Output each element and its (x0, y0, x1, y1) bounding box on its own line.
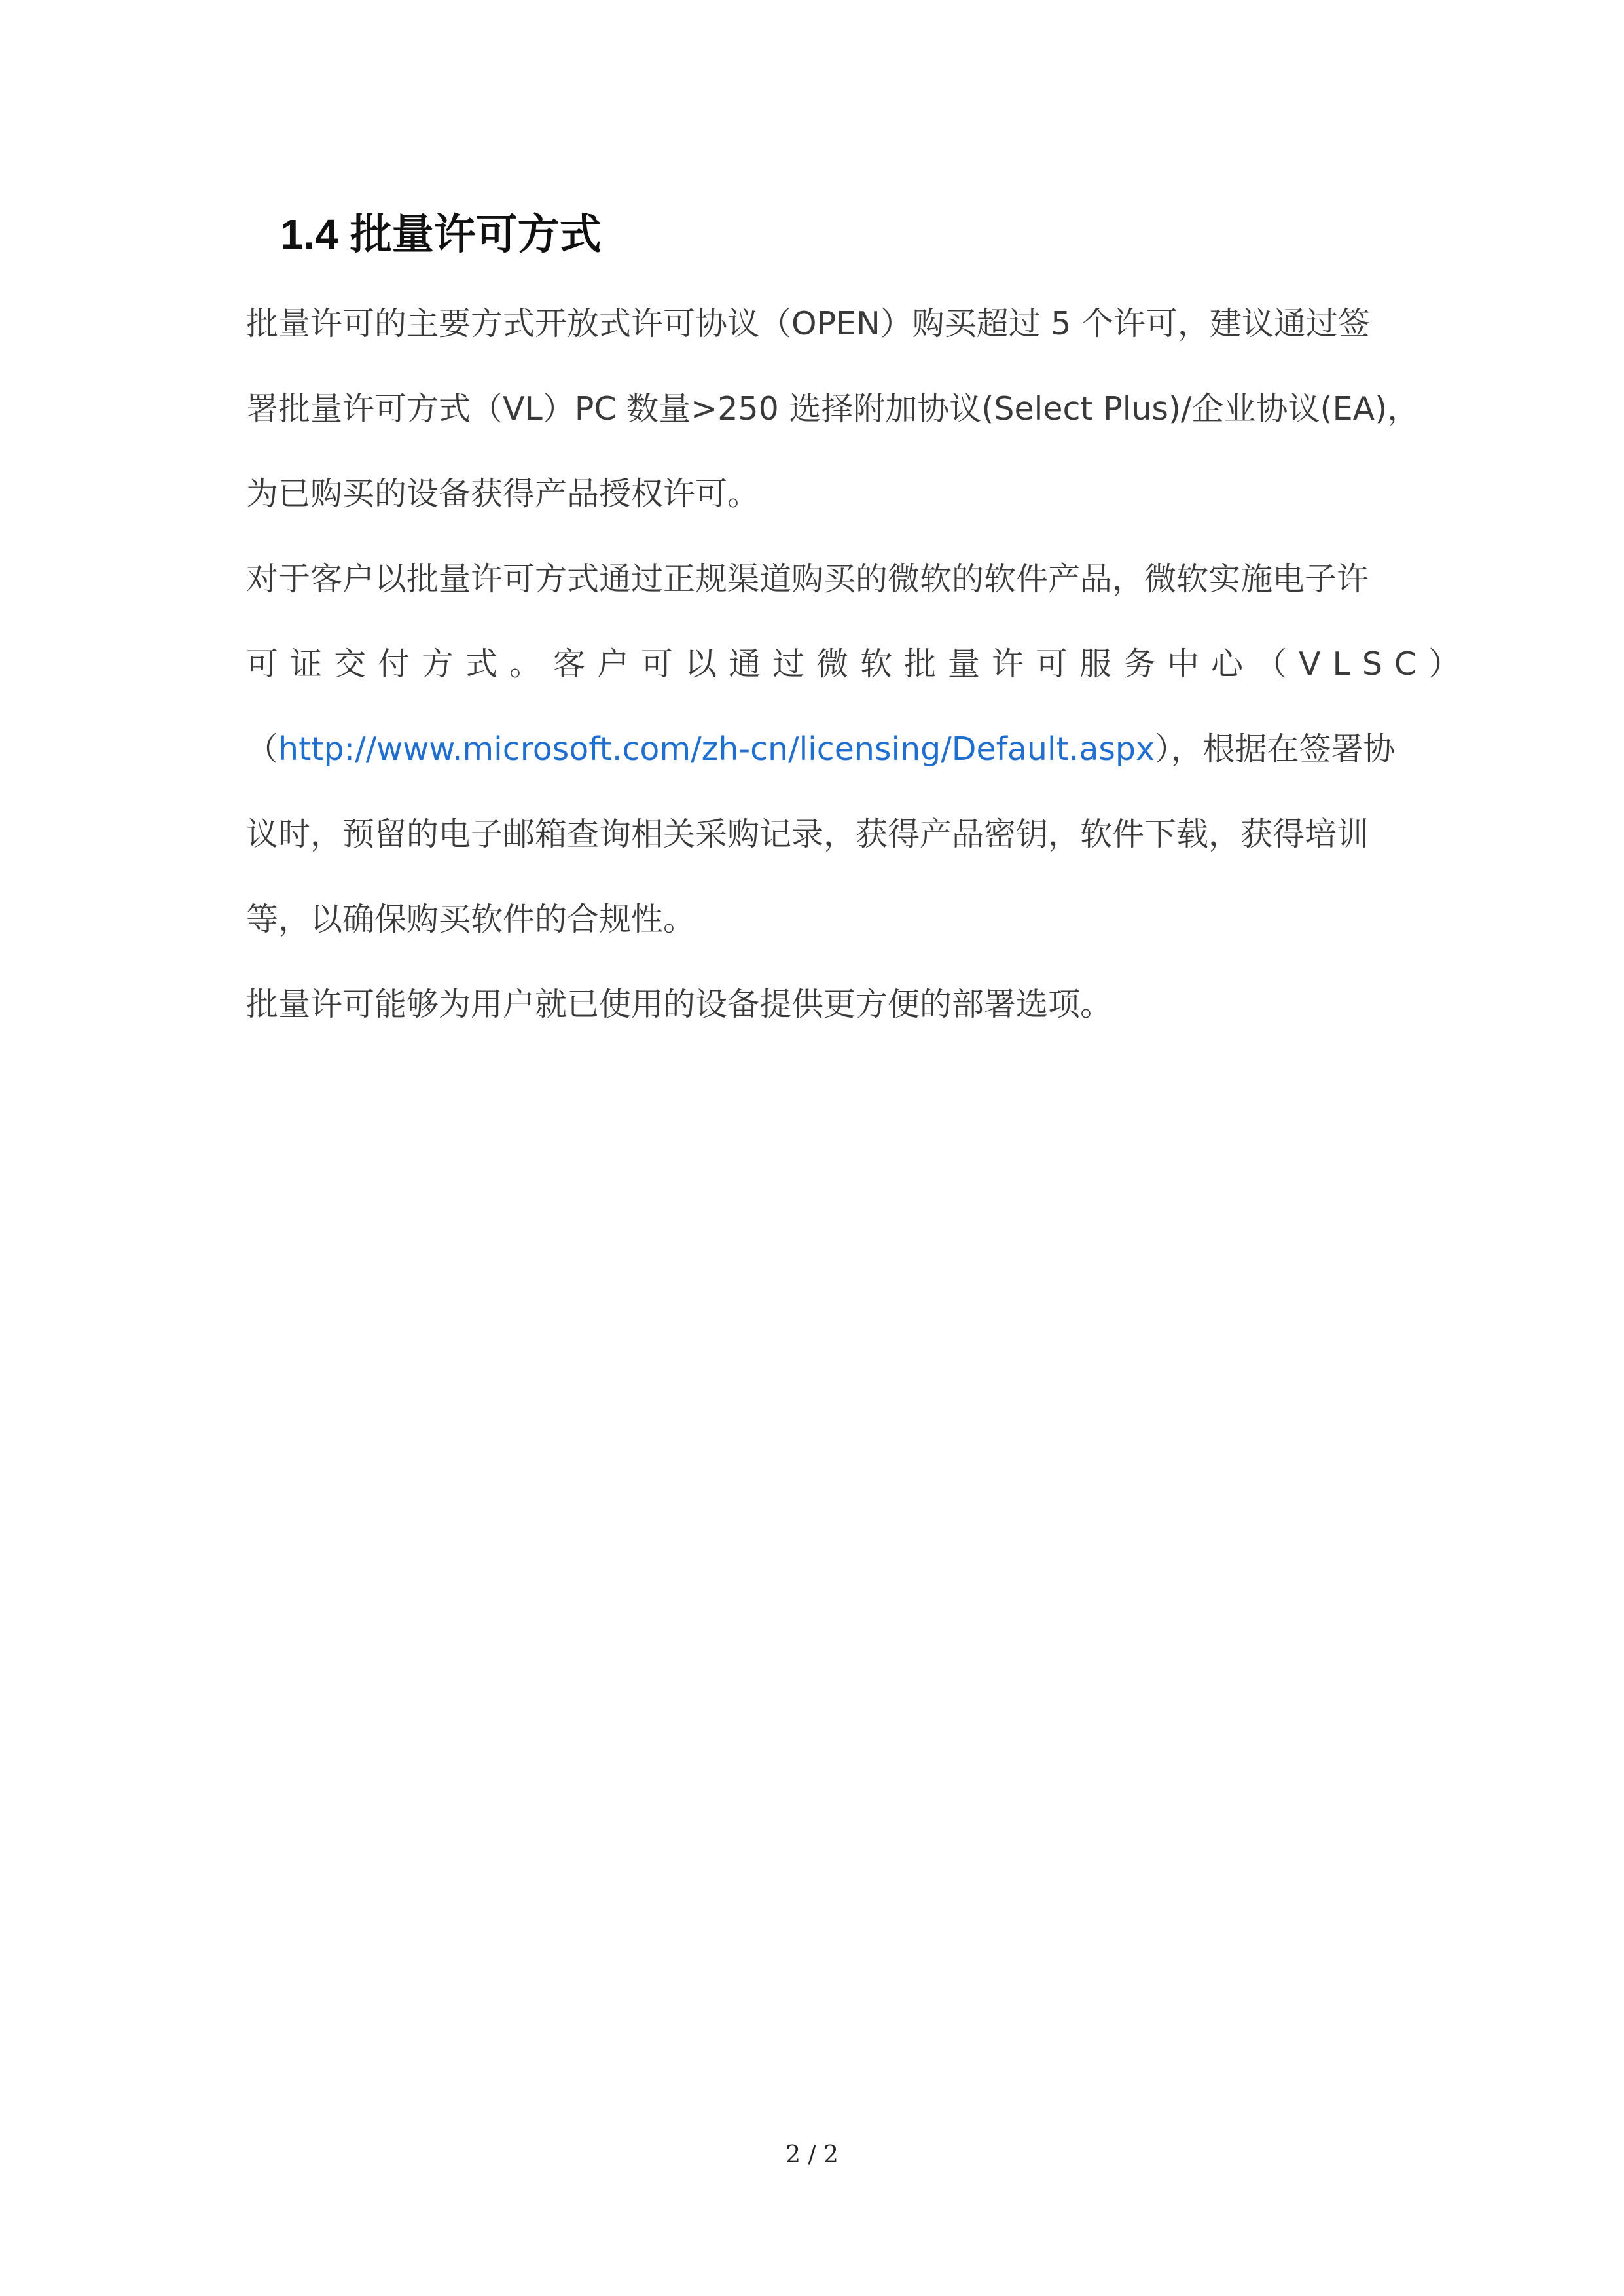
paragraph-2-line-3 (246, 726, 1396, 772)
section-heading: 1.4 批量许可方式 (280, 211, 602, 258)
vlsc-link[interactable]: http://www.microsoft.com/zh-cn/licensing/Default.aspx (278, 730, 1155, 768)
paragraph-2-line-1: 对于客户以批量许可方式通过正规渠道购买的微软的软件产品，微软实施电子许 (246, 560, 1369, 598)
paragraph-2-line-4: 议时，预留的电子邮箱查询相关采购记录，获得产品密钥，软件下载，获得培训 (246, 816, 1369, 853)
paragraph-2-line-2: 可证交付方式。客户可以通过微软批量许可服务中心（VLSC） (246, 645, 1473, 683)
link-open-paren: （ (246, 730, 279, 768)
paragraph-3-line-1: 批量许可能够为用户就已使用的设备提供更方便的部署选项。 (246, 986, 1113, 1023)
paragraph-1-line-1: 批量许可的主要方式开放式许可协议（OPEN）购买超过 5 个许可，建议通过签 (246, 305, 1371, 342)
page-number: 2 / 2 (785, 2142, 839, 2168)
paragraph-1-line-2: 署批量许可方式（VL）PC 数量>250 选择附加协议(Select Plus)/企业协议(EA)， (246, 390, 1420, 427)
link-trailing-text: ），根据在签署协 (1155, 730, 1396, 768)
paragraph-2-line-5: 等，以确保购买软件的合规性。 (246, 901, 696, 938)
paragraph-1-line-3: 为已购买的设备获得产品授权许可。 (246, 475, 760, 512)
